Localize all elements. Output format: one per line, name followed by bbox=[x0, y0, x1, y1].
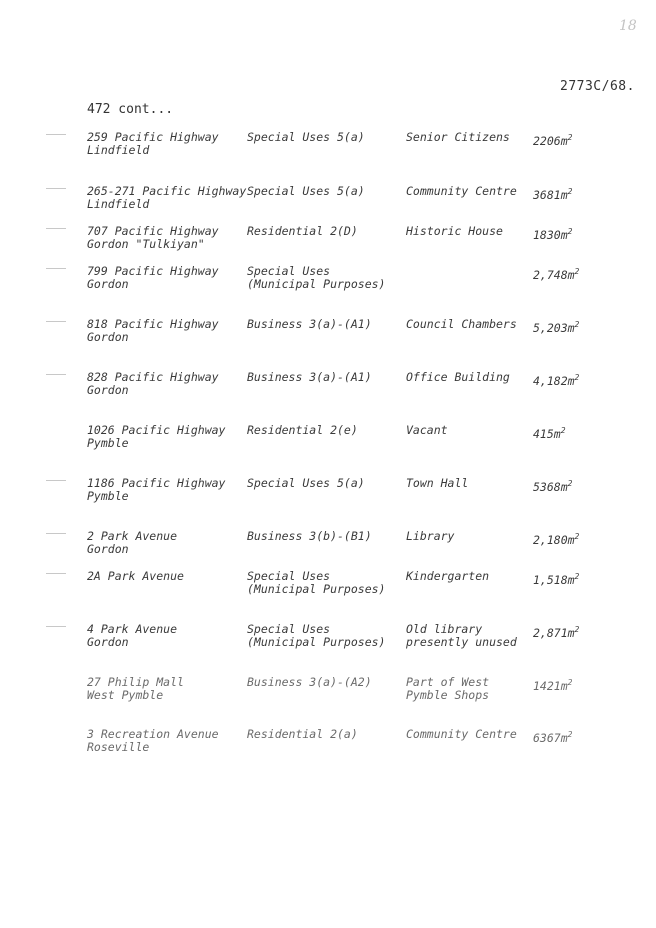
area-cell bbox=[533, 570, 579, 587]
zoning-cell bbox=[247, 225, 358, 238]
suburb-line: Gordon bbox=[87, 330, 129, 344]
zoning-line: Business 3(a)-(A1) bbox=[247, 317, 372, 331]
margin-tick bbox=[46, 480, 66, 481]
suburb-line: Gordon bbox=[87, 383, 129, 397]
suburb-line: Gordon bbox=[87, 635, 129, 649]
suburb-line: West Pymble bbox=[87, 688, 164, 702]
area-cell bbox=[533, 728, 572, 745]
use-line: Town Hall bbox=[406, 476, 469, 490]
area-superscript: 2 bbox=[560, 426, 566, 435]
use-line-2: presently unused bbox=[406, 635, 517, 649]
zoning-cell bbox=[247, 623, 385, 649]
property-row bbox=[0, 318, 656, 362]
area-superscript: 2 bbox=[567, 227, 573, 236]
area-cell bbox=[533, 265, 579, 282]
zoning-cell bbox=[247, 570, 385, 596]
property-row bbox=[0, 131, 656, 175]
suburb-line: Gordon bbox=[87, 542, 129, 556]
use-line-2: Pymble Shops bbox=[406, 688, 490, 702]
area-superscript: 2 bbox=[567, 730, 573, 739]
use-cell bbox=[406, 371, 510, 384]
zoning-cell bbox=[247, 424, 358, 437]
address-cell bbox=[87, 265, 219, 291]
area-value: 4,182m bbox=[533, 374, 575, 388]
use-line: Council Chambers bbox=[406, 317, 517, 331]
area-value: 1,518m bbox=[533, 573, 575, 587]
area-value: 2,180m bbox=[533, 533, 575, 547]
use-cell bbox=[406, 477, 468, 490]
zoning-cell bbox=[247, 477, 365, 490]
suburb-line: Pymble bbox=[87, 489, 129, 503]
use-line: Senior Citizens bbox=[406, 130, 510, 144]
margin-tick bbox=[46, 188, 66, 189]
margin-tick bbox=[46, 374, 66, 375]
suburb-line: Lindfield bbox=[87, 197, 150, 211]
use-line: Community Centre bbox=[406, 727, 517, 741]
use-line: Office Building bbox=[406, 370, 510, 384]
use-cell bbox=[406, 318, 517, 331]
zoning-line: Special Uses 5(a) bbox=[247, 184, 365, 198]
address-line: 2A Park Avenue bbox=[87, 569, 184, 583]
use-cell bbox=[406, 728, 517, 741]
area-superscript: 2 bbox=[574, 320, 580, 329]
address-line: 707 Pacific Highway bbox=[87, 224, 219, 238]
area-value: 2,871m bbox=[533, 626, 575, 640]
area-superscript: 2 bbox=[574, 267, 580, 276]
use-cell bbox=[406, 676, 489, 702]
margin-tick bbox=[46, 533, 66, 534]
address-line: 2 Park Avenue bbox=[87, 529, 178, 543]
zoning-cell bbox=[247, 371, 372, 384]
property-row bbox=[0, 225, 656, 269]
area-superscript: 2 bbox=[567, 678, 573, 687]
zoning-cell bbox=[247, 131, 365, 144]
area-superscript: 2 bbox=[574, 572, 580, 581]
page-number-mark: 18 bbox=[619, 18, 637, 34]
zoning-cell bbox=[247, 265, 385, 291]
zoning-line: Business 3(a)-(A1) bbox=[247, 370, 372, 384]
zoning-line: Residential 2(e) bbox=[247, 423, 358, 437]
area-cell bbox=[533, 318, 579, 335]
property-row bbox=[0, 676, 656, 720]
address-cell bbox=[87, 318, 219, 344]
address-cell bbox=[87, 570, 184, 583]
area-superscript: 2 bbox=[574, 532, 580, 541]
area-cell bbox=[533, 530, 579, 547]
use-cell bbox=[406, 185, 517, 198]
document-reference: 2773C/68. bbox=[560, 79, 635, 94]
property-row bbox=[0, 265, 656, 309]
zoning-cell bbox=[247, 676, 372, 689]
area-value: 415m bbox=[533, 427, 561, 441]
area-cell bbox=[533, 424, 566, 441]
property-row bbox=[0, 424, 656, 468]
property-row bbox=[0, 371, 656, 415]
zoning-cell bbox=[247, 185, 365, 198]
use-cell bbox=[406, 424, 448, 437]
margin-tick bbox=[46, 134, 66, 135]
address-cell bbox=[87, 371, 219, 397]
address-line: 265-271 Pacific Highway bbox=[87, 184, 247, 198]
use-line: Kindergarten bbox=[406, 569, 490, 583]
continuation-heading: 472 cont... bbox=[87, 102, 174, 117]
margin-tick bbox=[46, 573, 66, 574]
zoning-cell bbox=[247, 728, 358, 741]
use-cell bbox=[406, 530, 454, 543]
address-line: 4 Park Avenue bbox=[87, 622, 178, 636]
zoning-line: Special Uses 5(a) bbox=[247, 130, 365, 144]
area-value: 5368m bbox=[533, 480, 568, 494]
property-row bbox=[0, 570, 656, 614]
area-value: 1830m bbox=[533, 228, 568, 242]
address-cell bbox=[87, 676, 184, 702]
address-line: 1186 Pacific Highway bbox=[87, 476, 226, 490]
area-cell bbox=[533, 477, 572, 494]
area-value: 5,203m bbox=[533, 321, 575, 335]
margin-tick bbox=[46, 626, 66, 627]
address-cell bbox=[87, 424, 225, 450]
area-superscript: 2 bbox=[574, 625, 580, 634]
area-superscript: 2 bbox=[567, 133, 573, 142]
suburb-line: Gordon bbox=[87, 277, 129, 291]
zoning-line: Special Uses bbox=[247, 569, 331, 583]
area-value: 2206m bbox=[533, 134, 568, 148]
margin-tick bbox=[46, 228, 66, 229]
address-line: 1026 Pacific Highway bbox=[87, 423, 226, 437]
zoning-line-2: (Municipal Purposes) bbox=[247, 582, 386, 596]
use-line: Vacant bbox=[406, 423, 448, 437]
address-cell bbox=[87, 477, 225, 503]
zoning-line: Special Uses bbox=[247, 264, 331, 278]
use-line: Part of West bbox=[406, 675, 490, 689]
margin-tick bbox=[46, 268, 66, 269]
address-line: 828 Pacific Highway bbox=[87, 370, 219, 384]
address-line: 259 Pacific Highway bbox=[87, 130, 219, 144]
use-cell bbox=[406, 225, 503, 238]
zoning-line-2: (Municipal Purposes) bbox=[247, 635, 386, 649]
suburb-line: Roseville bbox=[87, 740, 150, 754]
area-value: 3681m bbox=[533, 188, 568, 202]
area-cell bbox=[533, 623, 579, 640]
area-superscript: 2 bbox=[567, 187, 573, 196]
area-value: 2,748m bbox=[533, 268, 575, 282]
area-superscript: 2 bbox=[574, 373, 580, 382]
address-cell bbox=[87, 131, 219, 157]
zoning-line: Business 3(b)-(B1) bbox=[247, 529, 372, 543]
area-cell bbox=[533, 131, 572, 148]
use-cell bbox=[406, 131, 510, 144]
address-cell bbox=[87, 185, 246, 211]
suburb-line: Gordon "Tulkiyan" bbox=[87, 237, 205, 251]
zoning-cell bbox=[247, 530, 372, 543]
zoning-line: Residential 2(a) bbox=[247, 727, 358, 741]
margin-tick bbox=[46, 321, 66, 322]
area-value: 6367m bbox=[533, 731, 568, 745]
zoning-line: Business 3(a)-(A2) bbox=[247, 675, 372, 689]
zoning-line: Special Uses bbox=[247, 622, 331, 636]
suburb-line: Pymble bbox=[87, 436, 129, 450]
property-row bbox=[0, 185, 656, 229]
use-cell bbox=[406, 570, 489, 583]
area-cell bbox=[533, 676, 572, 693]
use-line: Old library bbox=[406, 622, 483, 636]
zoning-line: Special Uses 5(a) bbox=[247, 476, 365, 490]
address-line: 3 Recreation Avenue bbox=[87, 727, 219, 741]
address-cell bbox=[87, 225, 219, 251]
zoning-cell bbox=[247, 318, 372, 331]
address-cell bbox=[87, 728, 219, 754]
use-line: Historic House bbox=[406, 224, 503, 238]
address-line: 27 Philip Mall bbox=[87, 675, 184, 689]
area-cell bbox=[533, 371, 579, 388]
address-line: 799 Pacific Highway bbox=[87, 264, 219, 278]
address-line: 818 Pacific Highway bbox=[87, 317, 219, 331]
property-row bbox=[0, 477, 656, 521]
use-line: Community Centre bbox=[406, 184, 517, 198]
area-cell bbox=[533, 225, 572, 242]
property-row bbox=[0, 530, 656, 574]
zoning-line-2: (Municipal Purposes) bbox=[247, 277, 386, 291]
zoning-line: Residential 2(D) bbox=[247, 224, 358, 238]
property-row bbox=[0, 623, 656, 667]
property-row bbox=[0, 728, 656, 772]
area-cell bbox=[533, 185, 572, 202]
use-cell bbox=[406, 623, 517, 649]
suburb-line: Lindfield bbox=[87, 143, 150, 157]
use-line: Library bbox=[406, 529, 455, 543]
address-cell bbox=[87, 530, 177, 556]
area-value: 1421m bbox=[533, 679, 568, 693]
area-superscript: 2 bbox=[567, 479, 573, 488]
address-cell bbox=[87, 623, 177, 649]
